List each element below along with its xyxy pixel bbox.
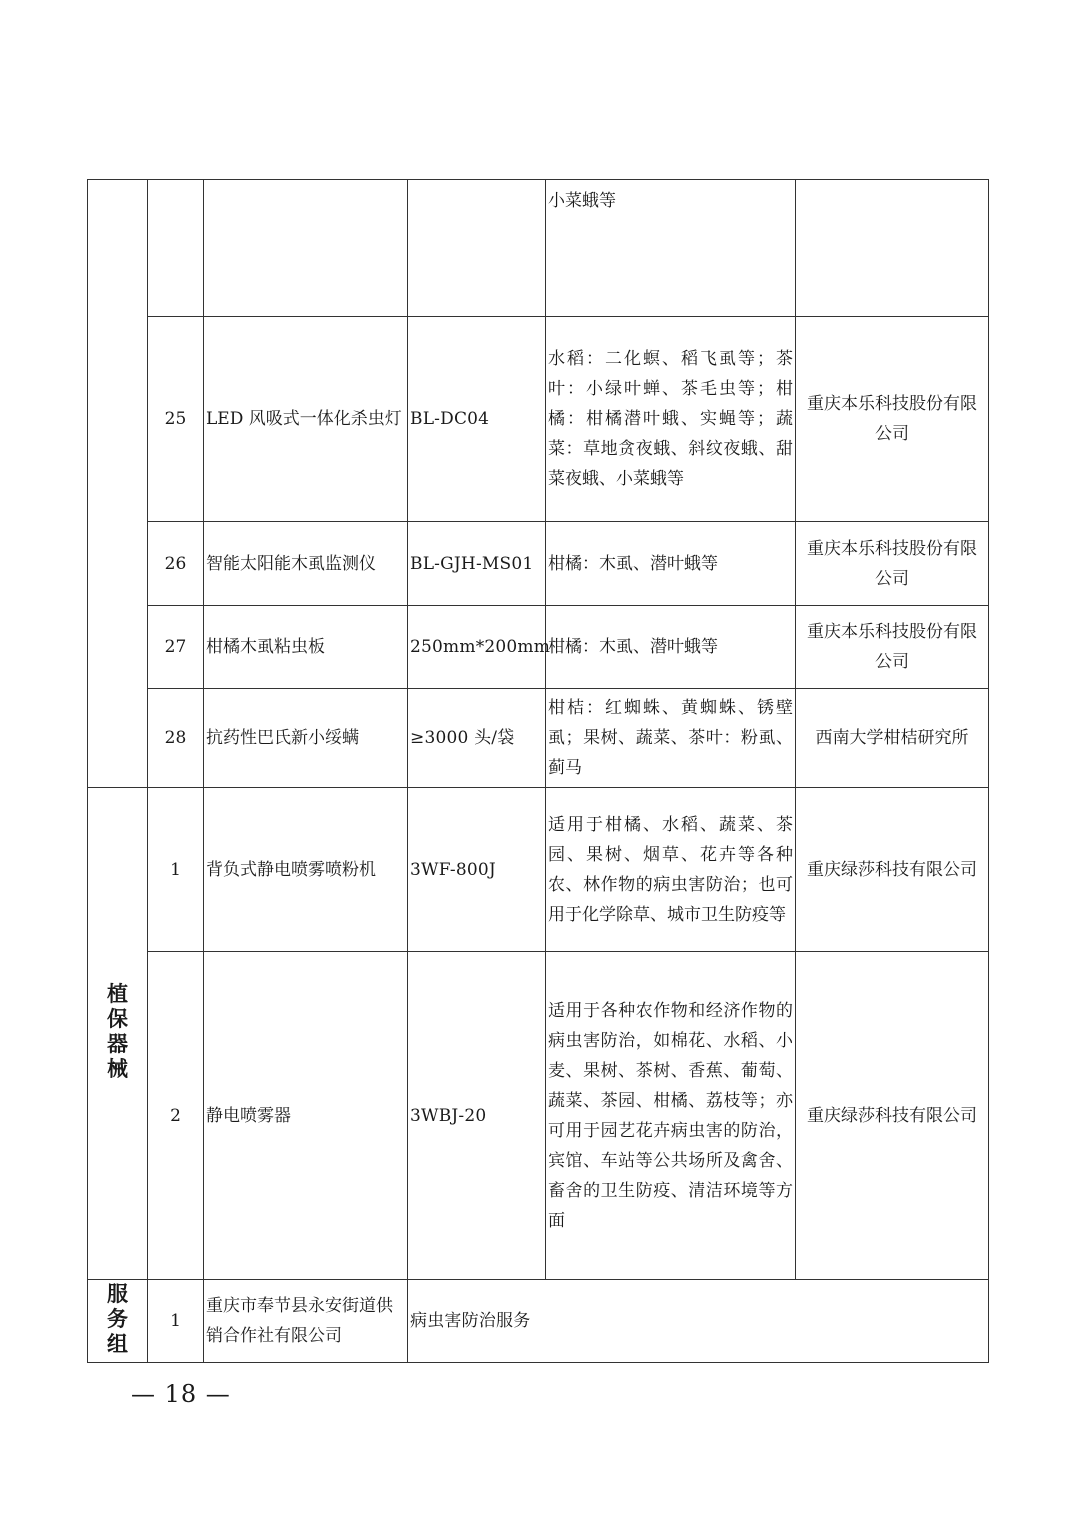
product-spec: BL-DC04 bbox=[408, 317, 546, 522]
product-name: 抗药性巴氏新小绥螨 bbox=[204, 689, 408, 788]
category-cell bbox=[88, 788, 148, 1280]
table-row bbox=[88, 788, 989, 952]
service-description: 病虫害防治服务 bbox=[408, 1280, 989, 1363]
product-spec: 3WF-800J bbox=[408, 788, 546, 952]
target-cell: 适用于柑橘、水稻、蔬菜、茶园、果树、烟草、花卉等各种农、林作物的病虫害防治；也可用于化学除草、城市卫生防疫等 bbox=[546, 788, 796, 952]
product-spec: 3WBJ-20 bbox=[408, 952, 546, 1280]
product-spec: ≥3000 头/袋 bbox=[408, 689, 546, 788]
supplier-cell: 重庆本乐科技股份有限公司 bbox=[796, 317, 989, 522]
product-name: 智能太阳能木虱监测仪 bbox=[204, 522, 408, 606]
table-row bbox=[88, 180, 989, 317]
table-row bbox=[88, 522, 989, 606]
target-cell: 柑橘：木虱、潜叶蛾等 bbox=[546, 606, 796, 689]
row-number: 1 bbox=[148, 1280, 204, 1363]
supplier-cell: 重庆本乐科技股份有限公司 bbox=[796, 606, 989, 689]
table-row bbox=[88, 952, 989, 1280]
category-cell bbox=[88, 180, 148, 788]
provider-name: 重庆市奉节县永安街道供销合作社有限公司 bbox=[204, 1280, 408, 1363]
row-number: 27 bbox=[148, 606, 204, 689]
target-cell: 柑橘：木虱、潜叶蛾等 bbox=[546, 522, 796, 606]
supplier-cell bbox=[796, 180, 989, 317]
table-row bbox=[88, 606, 989, 689]
row-number: 2 bbox=[148, 952, 204, 1280]
supplier-cell: 重庆绿莎科技有限公司 bbox=[796, 952, 989, 1280]
product-spec: BL-GJH-MS01 bbox=[408, 522, 546, 606]
supplier-cell: 重庆本乐科技股份有限公司 bbox=[796, 522, 989, 606]
row-number: 1 bbox=[148, 788, 204, 952]
target-cell: 水稻：二化螟、稻飞虱等；茶叶：小绿叶蝉、茶毛虫等；柑橘：柑橘潜叶蛾、实蝇等；蔬菜：草地贪夜蛾、斜纹夜蛾、甜菜夜蛾、小菜蛾等 bbox=[546, 317, 796, 522]
target-cell: 柑桔：红蜘蛛、黄蜘蛛、锈壁虱；果树、蔬菜、茶叶：粉虱、蓟马 bbox=[546, 689, 796, 788]
table-row bbox=[88, 689, 989, 788]
product-name: 背负式静电喷雾喷粉机 bbox=[204, 788, 408, 952]
supplier-cell: 西南大学柑桔研究所 bbox=[796, 689, 989, 788]
category-label: 植保器械 bbox=[107, 981, 128, 1081]
row-number: 26 bbox=[148, 522, 204, 606]
product-name: 柑橘木虱粘虫板 bbox=[204, 606, 408, 689]
product-table bbox=[87, 179, 989, 1363]
product-name: LED 风吸式一体化杀虫灯 bbox=[204, 317, 408, 522]
row-number: 28 bbox=[148, 689, 204, 788]
table-row bbox=[88, 1280, 989, 1363]
target-cell: 小菜蛾等 bbox=[546, 180, 796, 317]
target-cell: 适用于各种农作物和经济作物的病虫害防治，如棉花、水稻、小麦、果树、茶树、香蕉、葡萄、蔬菜、茶园、柑橘、荔枝等；亦可用于园艺花卉病虫害的防治，宾馆、车站等公共场所及禽舍、畜舍的卫生防疫、清洁环境等方面 bbox=[546, 952, 796, 1280]
supplier-cell: 重庆绿莎科技有限公司 bbox=[796, 788, 989, 952]
product-spec: 250mm*200mm bbox=[408, 606, 546, 689]
category-label: 服务组 bbox=[107, 1281, 128, 1356]
category-cell bbox=[88, 1280, 148, 1363]
table-row bbox=[88, 317, 989, 522]
row-number: 25 bbox=[148, 317, 204, 522]
product-name: 静电喷雾器 bbox=[204, 952, 408, 1280]
page-number: — 18 — bbox=[131, 1380, 231, 1408]
